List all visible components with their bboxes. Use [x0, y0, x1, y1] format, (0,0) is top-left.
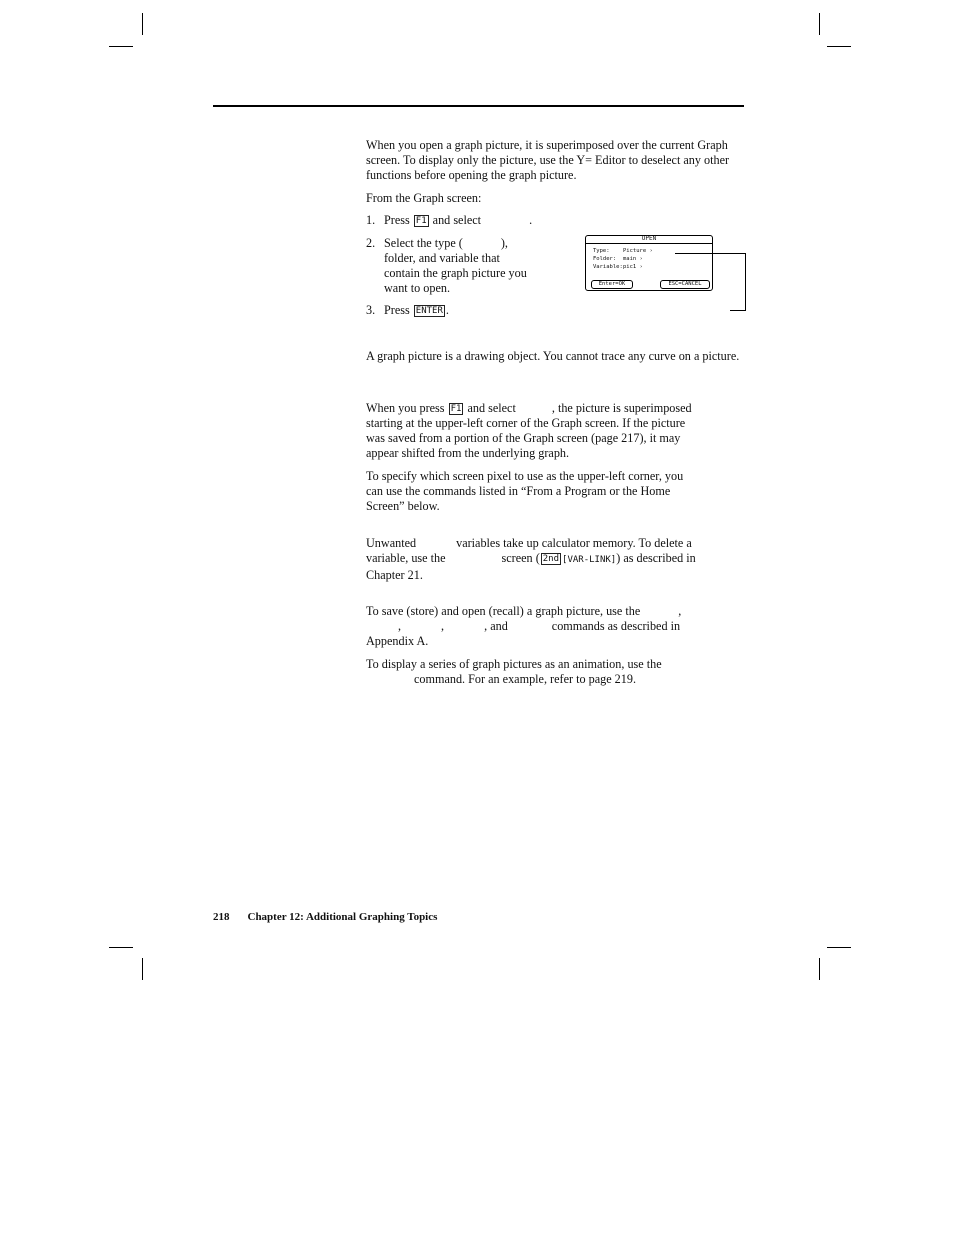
page-footer	[213, 910, 437, 924]
step-text: Press ENTER .	[384, 303, 449, 317]
enter-key-icon: ENTER	[415, 306, 443, 316]
from-graph-label: From the Graph screen:	[366, 191, 482, 205]
var-link-key-label: [VAR-LINK]	[562, 555, 617, 565]
step-number: 2.	[366, 236, 376, 250]
crop-mark	[109, 947, 133, 948]
dialog-row-variable: Variable: pic1 ›	[593, 264, 643, 270]
step-number: 1.	[366, 213, 376, 227]
chapter-title: Chapter 12: Additional Graphing Topics	[247, 911, 438, 923]
step-text: Select the type ( ), folder, and variable that contain the graph picture you want to open.	[384, 236, 527, 295]
callout-line	[730, 310, 746, 311]
crop-mark	[819, 958, 820, 980]
header-rule	[213, 105, 744, 107]
drawing-object-paragraph: A graph picture is a drawing object. You cannot trace any curve on a picture.	[366, 349, 740, 363]
crop-mark	[142, 958, 143, 980]
dialog-row-type: Type: Picture ›	[593, 248, 653, 254]
crop-mark	[827, 46, 851, 47]
crop-mark	[819, 13, 820, 35]
crop-mark	[827, 947, 851, 948]
dialog-title: OPEN	[585, 235, 713, 244]
enter-ok-button: Enter=OK	[591, 280, 633, 289]
callout-line	[745, 253, 746, 311]
crop-mark	[142, 13, 143, 35]
crop-mark	[109, 46, 133, 47]
2nd-key-icon: 2nd	[542, 554, 560, 564]
intro-paragraph: When you open a graph picture, it is superimposed over the current Graph screen. To display only the picture, use the Y= Editor to deselect any other functions before opening the graph picture.	[366, 138, 730, 182]
animation-paragraph: To display a series of graph pictures as an animation, use the command. For an example, refer to page 219.	[366, 657, 662, 686]
callout-line	[675, 253, 746, 254]
f1-key-icon: F1	[415, 216, 427, 226]
step-number: 3.	[366, 303, 376, 317]
upper-left-pixel-paragraph: To specify which screen pixel to use as the upper-left corner, you can use the commands listed in “From a Program or the Home Screen” below.	[366, 469, 684, 513]
page-number: 218	[213, 911, 230, 923]
superimpose-paragraph: When you press F1 and select , the picture is superimposed starting at the upper-left corner of the Graph screen. If the picture was saved from a portion of the Graph screen (page 217), it may appear shifted from the underlying graph.	[366, 401, 692, 460]
f1-key-icon: F1	[450, 404, 462, 414]
delete-variables-paragraph: Unwanted variables take up calculator memory. To delete a variable, use the screen ( 2nd [VAR-LINK]) as described in Chapter 21.	[366, 536, 696, 582]
esc-cancel-button: ESC=CANCEL	[660, 280, 710, 289]
open-dialog-screenshot	[585, 235, 713, 291]
step-text: Press F1 and select .	[384, 213, 533, 227]
dialog-row-folder: Folder: main ›	[593, 256, 643, 262]
store-recall-commands-paragraph: To save (store) and open (recall) a graph picture, use the , , , , and commands as described in Appendix A.	[366, 604, 682, 648]
